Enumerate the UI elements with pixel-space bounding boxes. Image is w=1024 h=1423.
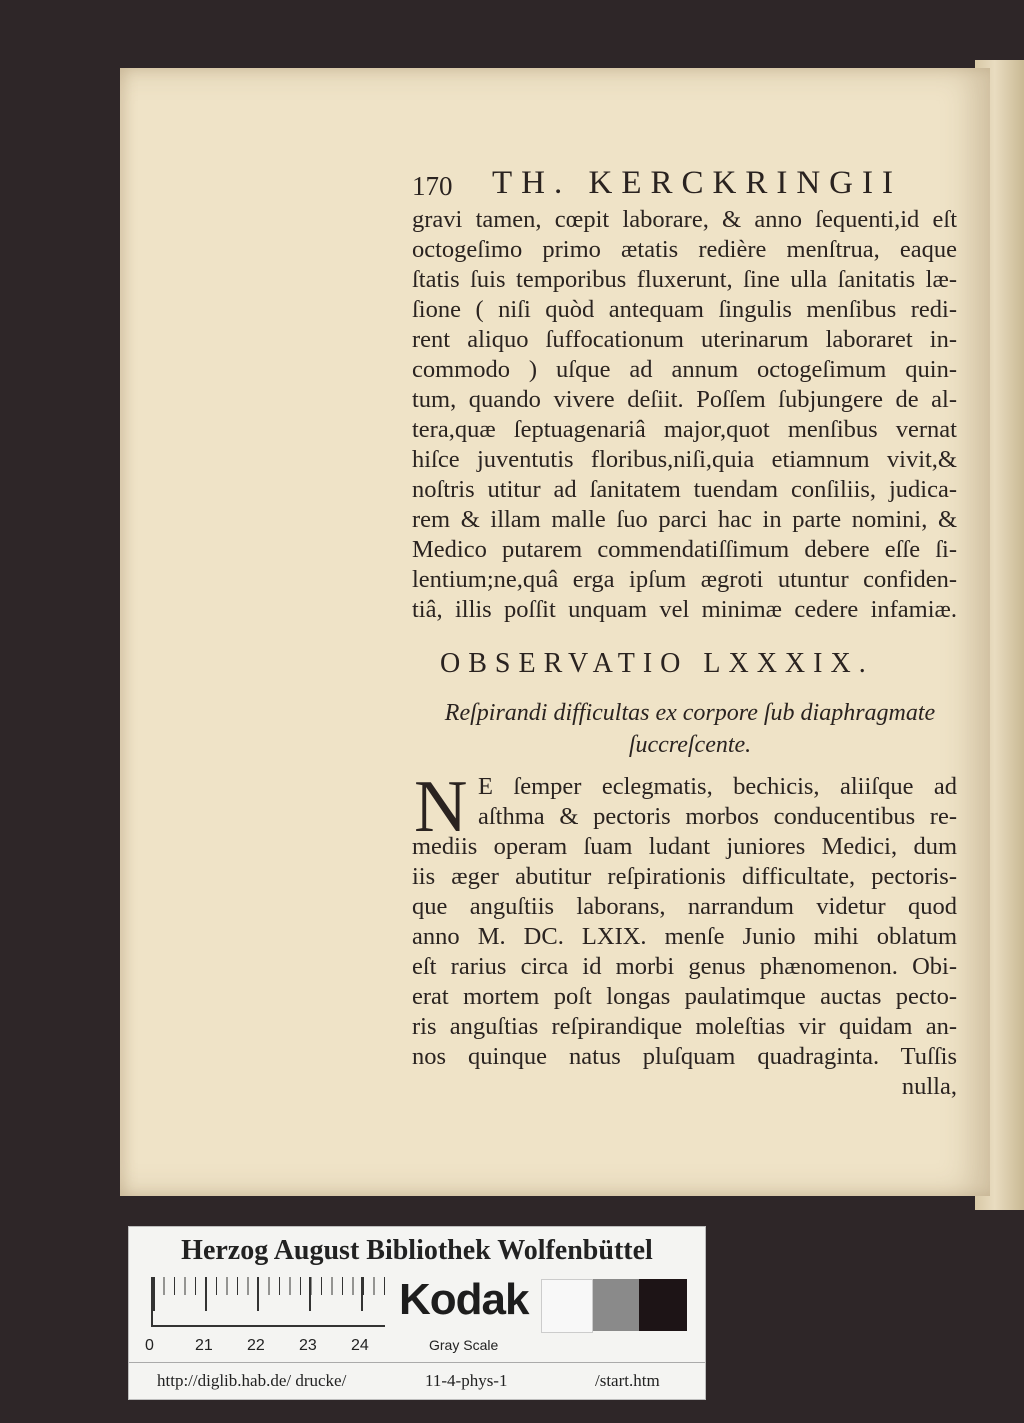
text-line: eſt rarius circa id morbi genus phænomenon. Obi- bbox=[412, 953, 957, 980]
text-line: E ſemper eclegmatis, bechicis, aliiſque ad bbox=[478, 773, 957, 800]
text-line: Medico putarem commendatiſſimum debere eſſe ſi- bbox=[412, 536, 957, 563]
text-line: que anguſtiis laborans, narrandum videtur quod bbox=[412, 893, 957, 920]
text-line: gravi tamen, cœpit laborare, & anno ſequenti,id eſt bbox=[412, 206, 957, 233]
text-line: hiſce juventutis floribus,niſi,quia etiamnum vivit,& bbox=[412, 446, 957, 473]
text-line: rem & illam malle ſuo parci hac in parte nomini, & bbox=[412, 506, 957, 533]
observation-subtitle-line: ſuccreſcente. bbox=[628, 732, 752, 758]
gray-scale-label: Gray Scale bbox=[429, 1337, 499, 1353]
text-line: ſione ( niſi quòd antequam ſingulis menſibus redi- bbox=[412, 296, 957, 323]
text-line: noſtris utitur ad ſanitatem tuendam conſiliis, judica- bbox=[412, 476, 957, 503]
paragraph-continued bbox=[412, 205, 957, 625]
ruler-major-tick bbox=[309, 1277, 311, 1311]
url-suffix: /start.htm bbox=[595, 1371, 660, 1390]
catchword: nulla, bbox=[901, 1073, 957, 1100]
text-line: tera,quæ ſeptuagenariâ major,quot menſibus vernat bbox=[412, 416, 957, 443]
gray-swatch-mid bbox=[593, 1279, 639, 1331]
observation-paragraph bbox=[412, 766, 957, 1102]
card-divider bbox=[129, 1362, 705, 1363]
text-line: mediis operam ſuam ludant juniores Medici, dum bbox=[412, 833, 957, 860]
ruler-label: 22 bbox=[247, 1337, 265, 1354]
ruler-labels bbox=[145, 1337, 385, 1357]
text-line: nos quinque natus pluſquam quadraginta. Tuſſis bbox=[412, 1043, 957, 1070]
ruler-label: 21 bbox=[195, 1337, 213, 1354]
text-line: anno M. DC. LXIX. menſe Junio mihi oblatum bbox=[412, 923, 957, 950]
ruler-major-tick bbox=[361, 1277, 363, 1311]
text-line: lentium;ne,quâ erga ipſum ægroti utuntur confiden- bbox=[412, 566, 957, 593]
drop-cap: N bbox=[414, 766, 468, 848]
observation-title: OBSERVATIO LXXXIX. bbox=[440, 648, 874, 679]
text-line: aſthma & pectoris morbos conducentibus re- bbox=[478, 803, 957, 830]
text-line: erat mortem poſt longas paulatimque auctas pecto- bbox=[412, 983, 957, 1010]
ruler-major-tick bbox=[205, 1277, 207, 1311]
text-line: tum, quando vivere deſiit. Poſſem ſubjungere de al- bbox=[412, 386, 957, 413]
gray-swatch-white bbox=[541, 1279, 593, 1333]
page-header bbox=[412, 165, 952, 205]
scale-ruler bbox=[151, 1277, 385, 1327]
ruler-major-tick bbox=[257, 1277, 259, 1311]
text-line: commodo ) uſque ad annum octogeſimum quin- bbox=[412, 356, 957, 383]
text-line: iis æger abutitur reſpirationis difficultate, pectoris- bbox=[412, 863, 957, 890]
library-name: Herzog August Bibliothek Wolfenbüttel bbox=[181, 1235, 653, 1266]
text-line: tiâ, illis poſſit unquam vel minimæ cedere infamiæ. bbox=[412, 596, 957, 623]
ruler-major-tick bbox=[153, 1277, 155, 1311]
shelfmark: 11-4-phys-1 bbox=[425, 1371, 508, 1390]
text-line: ſtatis ſuis temporibus fluxerunt, ſine ulla ſanitatis læ- bbox=[412, 266, 957, 293]
text-line: ris anguſtias reſpirandique moleſtias vir quidam an- bbox=[412, 1013, 957, 1040]
page-number: 170 bbox=[412, 171, 453, 201]
kodak-logo: Kodak bbox=[399, 1275, 529, 1324]
ruler-label: 23 bbox=[299, 1337, 317, 1354]
url-prefix: http://diglib.hab.de/ drucke/ bbox=[157, 1371, 347, 1390]
ruler-label: 0 bbox=[145, 1337, 154, 1354]
library-color-card bbox=[128, 1226, 706, 1400]
text-line: rent aliquo ſuffocationum uterinarum laboraret in- bbox=[412, 326, 957, 353]
observation-subtitle-line: Reſpirandi difficultas ex corpore ſub diaphragmate bbox=[444, 700, 936, 726]
ruler-label: 24 bbox=[351, 1337, 369, 1354]
text-line: octogeſimo primo ætatis redière menſtrua, eaque bbox=[412, 236, 957, 263]
gray-swatch-black bbox=[639, 1279, 687, 1331]
running-head: TH. KERCKRINGII bbox=[492, 165, 902, 201]
